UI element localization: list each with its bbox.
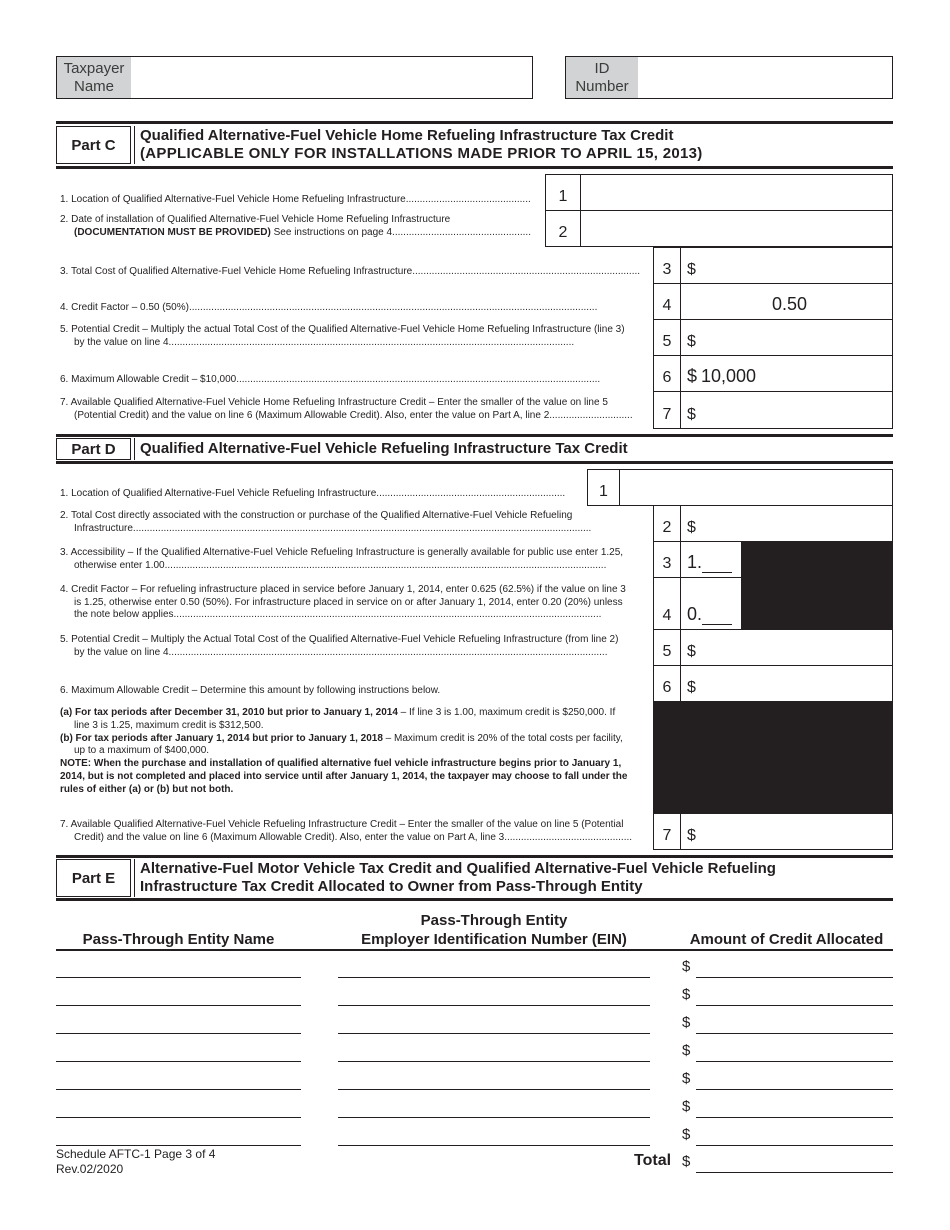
part-c-line-7-text: 7. Available Qualified Alternative-Fuel Vehicle Home Refueling Infrastructure Credit – Enter the smaller of the value on line 5 (Potential Credit) and the value on line 6 (Maximum Allowable Credit). Also, enter the value on Part A, line 2.............................. — [60, 397, 633, 421]
amount-allocated-input[interactable] — [696, 977, 893, 978]
part-e-top-rule — [56, 855, 893, 858]
amount-allocated-input[interactable] — [696, 1033, 893, 1034]
entity-ein-input[interactable] — [338, 1089, 650, 1090]
part-c-line-6-number: 6 — [653, 355, 681, 392]
part-d-line-7-number: 7 — [653, 813, 681, 850]
part-d-line-4-text: 4. Credit Factor – For refueling infrastructure placed in service before January 1, 2014, enter 0.625 (62.5%) if the value on line 3 is 1.25, otherwise enter 0.50 (50%). For infrastructure placed in service on or after January 1, 2014, enter 0.20 (20%) unless the note below applies.......................................................................................................................................................... — [60, 584, 626, 620]
part-c-line-5-number: 5 — [653, 319, 681, 356]
part-d-line-5-text: 5. Potential Credit – Multiply the Actual Total Cost of the Qualified Alternative-Fuel Vehicle Refueling Infrastructure (from line 2) by the value on line 4.............................................................................................................................................................. — [60, 634, 619, 658]
part-d-line-6-input[interactable]: $ — [680, 665, 893, 702]
part-c-label: Part C — [56, 126, 131, 164]
id-number-box — [565, 56, 893, 99]
amount-allocated-input[interactable] — [696, 1089, 893, 1090]
part-d-line-6-number: 6 — [653, 665, 681, 702]
part-c-line-6-text: 6. Maximum Allowable Credit – $10,000................................................................................................................................... — [60, 374, 601, 385]
part-d-line-2-number: 2 — [653, 505, 681, 542]
part-d-line-1-number: 1 — [587, 469, 620, 506]
amount-allocated-input[interactable] — [696, 1061, 893, 1062]
part-c-line-1-text: 1. Location of Qualified Alternative-Fuel Vehicle Home Refueling Infrastructure............................................. — [60, 194, 531, 205]
part-d-line-5-number: 5 — [653, 629, 681, 666]
amount-currency: $ — [682, 986, 691, 1003]
part-c-line-4-value: 0.50 — [680, 283, 893, 320]
part-c-line-5-input[interactable]: $ — [680, 319, 893, 356]
column-header-entity-name: Pass-Through Entity Name — [82, 931, 275, 948]
id-number-field[interactable] — [639, 57, 892, 98]
amount-currency: $ — [682, 1014, 691, 1031]
amount-currency: $ — [682, 1042, 691, 1059]
part-d-line-5-input[interactable]: $ — [680, 629, 893, 666]
part-d-line-7-text: 7. Available Qualified Alternative-Fuel Vehicle Refueling Infrastructure Credit – Enter the smaller of the value on line 5 (Potential Credit) and the value on line 6 (Maximum Allowable Credit). Also, enter the value on Part A, line 3.............................................. — [60, 819, 633, 843]
column-header-amount: Amount of Credit Allocated — [689, 931, 884, 948]
entity-name-input[interactable] — [56, 1117, 301, 1118]
taxpayer-name-field[interactable] — [132, 57, 532, 98]
total-currency: $ — [682, 1153, 691, 1170]
part-d-line-6-text: 6. Maximum Allowable Credit – Determine this amount by following instructions below. — [60, 685, 441, 696]
total-label: Total — [634, 1152, 672, 1169]
part-c-bottom-rule — [56, 166, 893, 169]
part-c-line-3-number: 3 — [653, 247, 681, 284]
taxpayer-name-box — [56, 56, 533, 99]
part-c-line-1-number: 1 — [545, 174, 581, 211]
entity-name-input[interactable] — [56, 1033, 301, 1034]
part-d-line-1-input[interactable] — [619, 469, 893, 506]
part-d-line-1-text: 1. Location of Qualified Alternative-Fuel Vehicle Refueling Infrastructure.................................................................... — [60, 488, 566, 499]
part-c-line-3-text: 3. Total Cost of Qualified Alternative-Fuel Vehicle Home Refueling Infrastructure.................................................................................. — [60, 266, 641, 277]
amount-currency: $ — [682, 1098, 691, 1115]
column-header-rule — [56, 949, 893, 951]
total-amount-input[interactable] — [696, 1172, 893, 1173]
part-d-line-4-number: 4 — [653, 577, 681, 630]
footer: Schedule AFTC-1 Page 3 of 4 Rev.02/2020 — [56, 1147, 216, 1176]
part-c-line-4-number: 4 — [653, 283, 681, 320]
part-d-label: Part D — [56, 438, 131, 460]
entity-ein-input[interactable] — [338, 1061, 650, 1062]
part-d-instructions: (a) For tax periods after December 31, 2010 but prior to January 1, 2014 – If line 3 is 1.00, maximum credit is $250,000. If line 3 is 1.25, maximum credit is $312,500. (b) For tax periods after January 1, 2014 but prior to January 1, 2018 – Maximum credit is 20% of the total costs per facility, up to a maximum of $400,000. NOTE: When the purchase and installation of qualified alternative fuel vehicle infrastructure begins prior to January 1, 2014, but is not completed and placed into service until after January 1, 2014, the taxpayer may choose to fall under the rules of either (a) or (b) but not both. — [60, 707, 628, 795]
part-c-line-3-input[interactable]: $ — [680, 247, 893, 284]
part-c-title: Qualified Alternative-Fuel Vehicle Home Refueling Infrastructure Tax Credit (APPLICABLE ONLY FOR INSTALLATIONS MADE PRIOR TO APRIL 15, 2013) — [140, 127, 703, 162]
part-c-line-5-text: 5. Potential Credit – Multiply the actual Total Cost of the Qualified Alternative-Fuel Vehicle Home Refueling Infrastructure (line 3) by the value on line 4.................................................................................................................................................. — [60, 324, 625, 348]
part-d-line-3-number: 3 — [653, 541, 681, 578]
entity-name-input[interactable] — [56, 1089, 301, 1090]
part-c-divider — [134, 126, 135, 164]
entity-ein-input[interactable] — [338, 1117, 650, 1118]
part-d-line-4-input[interactable]: 0. — [680, 577, 742, 630]
part-d-line-7-input[interactable]: $ — [680, 813, 893, 850]
part-e-divider — [134, 859, 135, 897]
part-d-line-2-text: 2. Total Cost directly associated with the construction or purchase of the Qualified Alternative-Fuel Vehicle Refueling Infrastructure..................................................................................................................................................................... — [60, 510, 592, 534]
amount-allocated-input[interactable] — [696, 1117, 893, 1118]
part-c-line-1-input[interactable] — [580, 174, 893, 211]
part-c-line-7-number: 7 — [653, 391, 681, 429]
part-d-top-rule — [56, 434, 893, 437]
amount-allocated-input[interactable] — [696, 1145, 893, 1146]
part-c-top-rule — [56, 121, 893, 124]
part-d-line-2-input[interactable]: $ — [680, 505, 893, 542]
part-c-line-7-input[interactable]: $ — [680, 391, 893, 429]
part-e-bottom-rule — [56, 898, 893, 901]
entity-name-input[interactable] — [56, 1005, 301, 1006]
id-number-label: ID Number — [566, 57, 638, 98]
entity-ein-input[interactable] — [338, 1145, 650, 1146]
part-e-label: Part E — [56, 859, 131, 897]
part-d-shaded-block-upper — [741, 541, 893, 630]
column-header-ein: Pass-Through Entity Employer Identification Number (EIN) — [361, 912, 627, 948]
part-c-line-4-text: 4. Credit Factor – 0.50 (50%)................................................................................................................................................... — [60, 302, 598, 313]
entity-name-input[interactable] — [56, 977, 301, 978]
entity-name-input[interactable] — [56, 1061, 301, 1062]
entity-ein-input[interactable] — [338, 1005, 650, 1006]
amount-currency: $ — [682, 1070, 691, 1087]
part-c-line-6-value: $ 10,000 — [680, 355, 893, 392]
part-c-line-2-input[interactable] — [580, 210, 893, 247]
amount-currency: $ — [682, 1126, 691, 1143]
part-e-title: Alternative-Fuel Motor Vehicle Tax Credit and Qualified Alternative-Fuel Vehicle Refueling Infrastructure Tax Credit Allocated to Owner from Pass-Through Entity — [140, 860, 776, 895]
entity-ein-input[interactable] — [338, 977, 650, 978]
entity-ein-input[interactable] — [338, 1033, 650, 1034]
amount-currency: $ — [682, 958, 691, 975]
amount-allocated-input[interactable] — [696, 1005, 893, 1006]
part-d-divider — [134, 438, 135, 460]
part-d-line-3-text: 3. Accessibility – If the Qualified Alternative-Fuel Vehicle Refueling Infrastructure is generally available for public use enter 1.25, otherwise enter 1.00............................................................................................................................................................... — [60, 547, 624, 571]
part-d-shaded-block-lower — [653, 701, 893, 814]
part-d-title: Qualified Alternative-Fuel Vehicle Refueling Infrastructure Tax Credit — [140, 440, 628, 457]
part-d-bottom-rule — [56, 461, 893, 464]
part-c-line-2-number: 2 — [545, 210, 581, 247]
part-c-line-2-text: 2. Date of installation of Qualified Alternative-Fuel Vehicle Home Refueling Infrastructure (DOCUMENTATION MUST BE PROVIDED) See instructions on page 4.................................................. — [60, 214, 531, 238]
taxpayer-name-label: Taxpayer Name — [57, 57, 131, 98]
part-d-line-3-input[interactable]: 1. — [680, 541, 742, 578]
entity-name-input[interactable] — [56, 1145, 301, 1146]
